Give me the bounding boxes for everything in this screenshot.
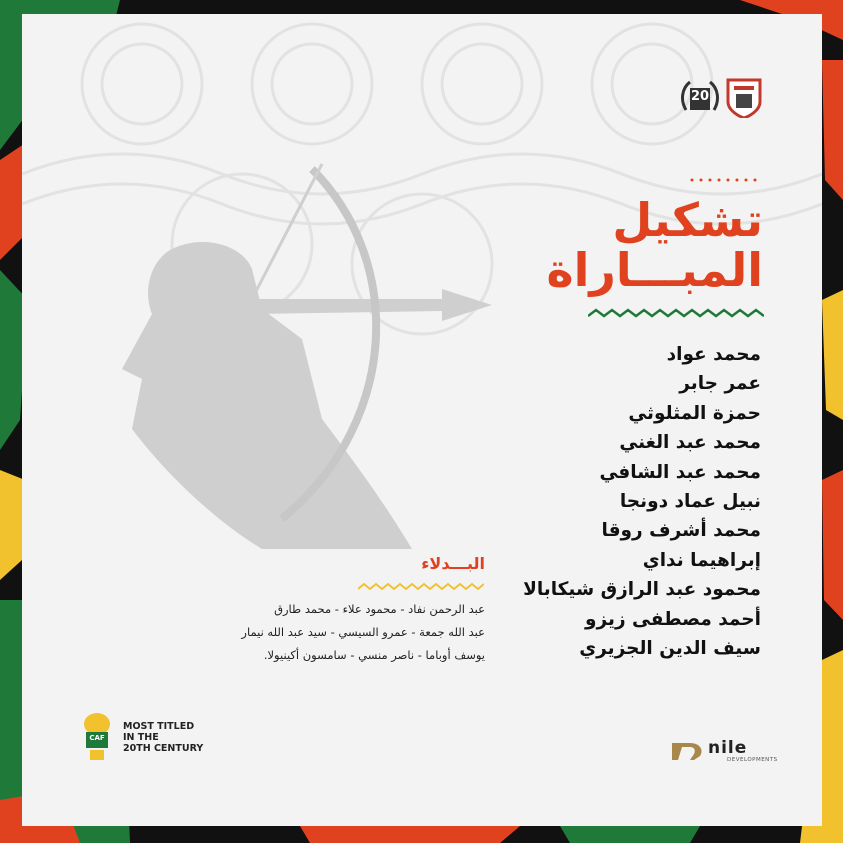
player-name: أحمد مصطفى زيزو xyxy=(585,608,761,630)
most-titled-text xyxy=(123,721,233,754)
player-name: سيف الدين الجزيري xyxy=(579,637,761,659)
badge-number: 20 xyxy=(690,89,710,104)
caf-text-line: IN THE xyxy=(123,732,159,743)
title-line-2: المبـــاراة xyxy=(546,243,763,297)
player-name: إبراهيما نداي xyxy=(642,549,761,571)
twenty-titles-badge xyxy=(680,80,720,118)
player-name: محمد عبد الشافي xyxy=(599,461,761,483)
substitutes-line: عبد الله جمعة - عمرو السيسي - سيد عبد الله نيمار xyxy=(241,625,485,639)
zamalek-crest xyxy=(726,78,762,118)
player-name: عمر جابر xyxy=(679,373,761,395)
player-name: نبيل عماد دونجا xyxy=(619,490,761,512)
sponsor-name: nile xyxy=(708,738,748,758)
caf-text-line: 20TH CENTURY xyxy=(123,743,204,754)
caf-text-line: MOST TITLED xyxy=(123,721,195,732)
poster-title xyxy=(503,195,763,295)
substitutes-zigzag xyxy=(358,582,484,592)
player-name: محمد أشرف روقا xyxy=(601,520,761,542)
sponsor-subtitle: DEVELOPMENTS xyxy=(727,757,778,763)
sponsor-logo-mark xyxy=(670,740,706,762)
substitutes-line: عبد الرحمن نفاد - محمود علاء - محمد طارق xyxy=(274,602,485,616)
title-line-1: تشكيل xyxy=(612,193,763,247)
archer-silhouette xyxy=(82,139,502,559)
caf-label: CAF xyxy=(89,734,105,742)
player-name: محمد عبد الغني xyxy=(619,432,761,454)
starting-lineup xyxy=(461,340,761,663)
player-name: محمود عبد الرازق شيكابالا xyxy=(523,579,761,601)
substitutes-title: البـــدلاء xyxy=(421,554,485,573)
player-name: محمد عواد xyxy=(666,344,761,365)
dotted-divider xyxy=(689,177,763,183)
caf-logo xyxy=(78,712,116,764)
substitutes-list xyxy=(190,598,485,667)
zigzag-divider xyxy=(588,308,764,320)
substitutes-line: يوسف أوباما - ناصر منسي - سامسون أكينيولا. xyxy=(263,648,485,662)
player-name: حمزة المثلوثي xyxy=(628,402,761,424)
